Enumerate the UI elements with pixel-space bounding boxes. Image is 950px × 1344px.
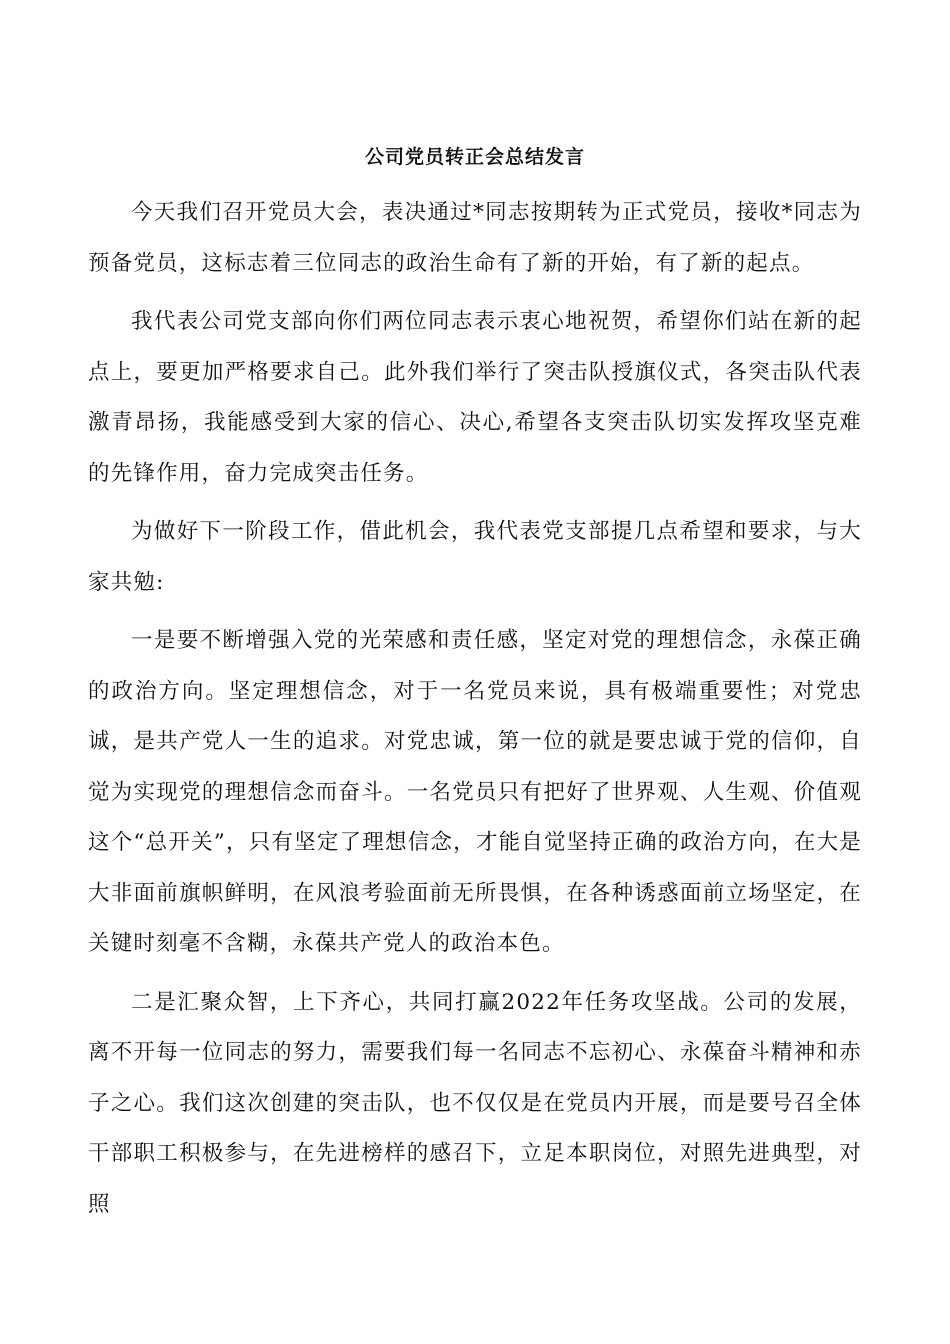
paragraph-2: 我代表公司党支部向你们两位同志表示衷心地祝贺，希望你们站在新的起点上，要更加严格要求自己。此外我们举行了突击队授旗仪式，各突击队代表激青昂扬，我能感受到大家的信心、决心,希望各支突击队切实发挥攻坚克难的先锋作用，奋力完成突击任务。 [88,309,862,486]
document-title: 公司党员转正会总结发言 [364,146,585,168]
paragraph-5: 二是汇聚众智，上下齐心，共同打赢2022年任务攻坚战。公司的发展，离不开每一位同志的努力，需要我们每一名同志不忘初心、永葆奋斗精神和赤子之心。我们这次创建的突击队，也不仅仅是在党员内开展，而是要号召全体干部职工积极参与，在先进榜样的感召下，立足本职岗位，对照先进典型，对照 [88,989,862,1217]
paragraph-3: 为做好下一阶段工作，借此机会，我代表党支部提几点希望和要求，与大家共勉: [88,519,862,595]
document-body [88,188,862,1238]
paragraph-4: 一是要不断增强入党的光荣感和责任感，坚定对党的理想信念，永葆正确的政治方向。坚定理想信念，对于一名党员来说，具有极端重要性；对党忠诚，是共产党人一生的追求。对党忠诚，第一位的就是要忠诚于党的信仰，自觉为实现党的理想信念而奋斗。一名党员只有把好了世界观、人生观、价值观这个“总开关”，只有坚定了理想信念，才能自觉坚持正确的政治方向，在大是大非面前旗帜鲜明，在风浪考验面前无所畏惧，在各种诱惑面前立场坚定，在关键时刻毫不含糊，永葆共产党人的政治本色。 [88,628,862,956]
paragraph-1: 今天我们召开党员大会，表决通过*同志按期转为正式党员，接收*同志为预备党员，这标志着三位同志的政治生命有了新的开始，有了新的起点。 [88,200,862,276]
